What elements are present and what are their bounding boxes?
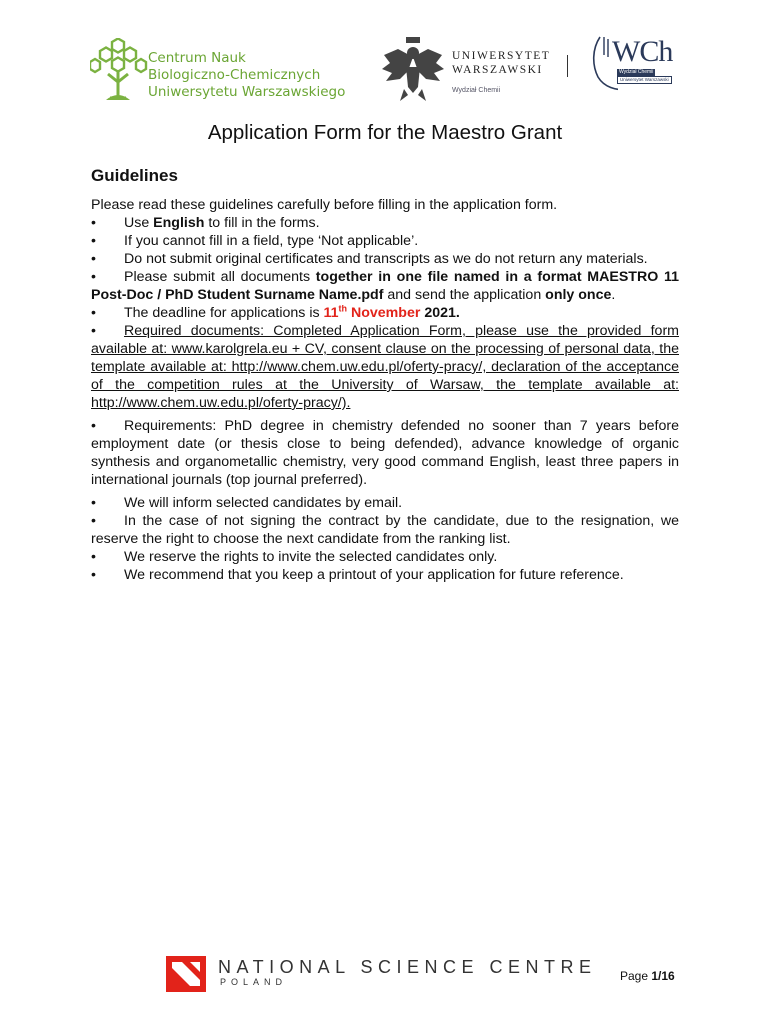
uw-name	[452, 49, 550, 77]
deadline-day: 11	[323, 305, 339, 321]
hexagon-tree-icon	[90, 38, 148, 102]
guideline-item: • Requirements: PhD degree in chemistry defended no sooner than 7 years before employment date (or thesis close to being defended), advance knowledge of organic synthesis and organometallic chemistry, very good command English, least three papers in international journals (top journal preferred).	[91, 418, 679, 488]
uw-line-1: UNIWERSYTET	[452, 50, 551, 62]
guideline-item: • The deadline for applications is 11th November 2021.	[91, 303, 460, 321]
ncn-name: NATIONAL SCIENCE CENTRE	[218, 957, 597, 977]
intro-text: Please read these guidelines carefully before filling in the application form.	[91, 197, 558, 213]
bullet-icon: •	[91, 251, 96, 267]
cnbc-logo	[90, 38, 350, 108]
guideline-item: • Do not submit original certificates and transcripts as we do not return any materials.	[91, 251, 648, 267]
guideline-item: • We reserve the rights to invite the selected candidates only.	[91, 549, 498, 565]
bullet-icon: •	[91, 323, 96, 339]
bullet-icon: •	[91, 215, 96, 231]
page-title: Application Form for the Maestro Grant	[207, 121, 563, 144]
eagle-emblem-icon	[378, 35, 448, 105]
wch-subtitle: Wydział Chemii	[619, 69, 654, 75]
document-header	[0, 0, 770, 120]
wch-wordmark: WCh	[612, 35, 673, 68]
cnbc-name	[148, 50, 345, 101]
deadline-month: November	[347, 305, 421, 321]
uw-line-2: WARSZAWSKI	[452, 64, 543, 76]
bullet-icon: •	[91, 549, 96, 565]
ncn-logo-icon	[166, 956, 206, 992]
bullet-icon: •	[91, 269, 96, 285]
guideline-item: • If you cannot fill in a field, type ‘Not applicable’.	[91, 233, 419, 249]
bullet-icon: •	[91, 418, 96, 434]
bullet-icon: •	[91, 233, 96, 249]
bullet-icon: •	[91, 513, 96, 529]
bullet-icon: •	[91, 567, 96, 583]
guideline-item: • We recommend that you keep a printout of your application for future reference.	[91, 567, 624, 583]
guideline-item: • In the case of not signing the contract by the candidate, due to the resignation, we reserve the right to choose the next candidate from the ranking list.	[91, 513, 679, 547]
guideline-item	[91, 322, 679, 412]
guideline-item: • Use English to fill in the forms.	[91, 215, 320, 231]
uw-logo	[378, 35, 578, 105]
cnbc-line-2: Biologiczno-Chemicznych	[148, 67, 321, 83]
guidelines-body	[91, 196, 679, 584]
page-number: Page 1/16	[620, 969, 675, 983]
uw-department: Wydział Chemii	[452, 87, 501, 94]
bullet-icon: •	[91, 305, 96, 321]
guideline-item: • Please submit all documents together in one file named in a format MAESTRO 11 Post-Doc / PhD Student Surname Name.pdf and send the application only once.	[91, 269, 680, 303]
guideline-item: • We will inform selected candidates by email.	[91, 495, 403, 511]
wch-subtitle-2: Uniwersytet Warszawski	[617, 76, 672, 84]
section-heading: Guidelines	[91, 166, 178, 185]
deadline-year: 2021.	[420, 305, 460, 321]
page-footer	[0, 950, 770, 1000]
ncn-country: POLAND	[220, 977, 288, 987]
required-documents-text: Required documents: Completed Application Form, please use the provided form available at: www.karolgrela.eu + CV, consent clause on the processing of personal data, the template available at: http://www.chem.uw.edu.pl/oferty-pracy/, declaration of the acceptance of the competition rules at the University of Warsaw, the template available at: http://www.chem.uw.edu.pl/oferty-pracy/).	[91, 323, 679, 411]
wch-logo	[588, 35, 698, 105]
cnbc-line-3: Uniwersytetu Warszawskiego	[148, 84, 346, 100]
cnbc-line-1: Centrum Nauk	[148, 50, 246, 66]
logo-separator	[567, 55, 568, 77]
bullet-icon: •	[91, 495, 96, 511]
